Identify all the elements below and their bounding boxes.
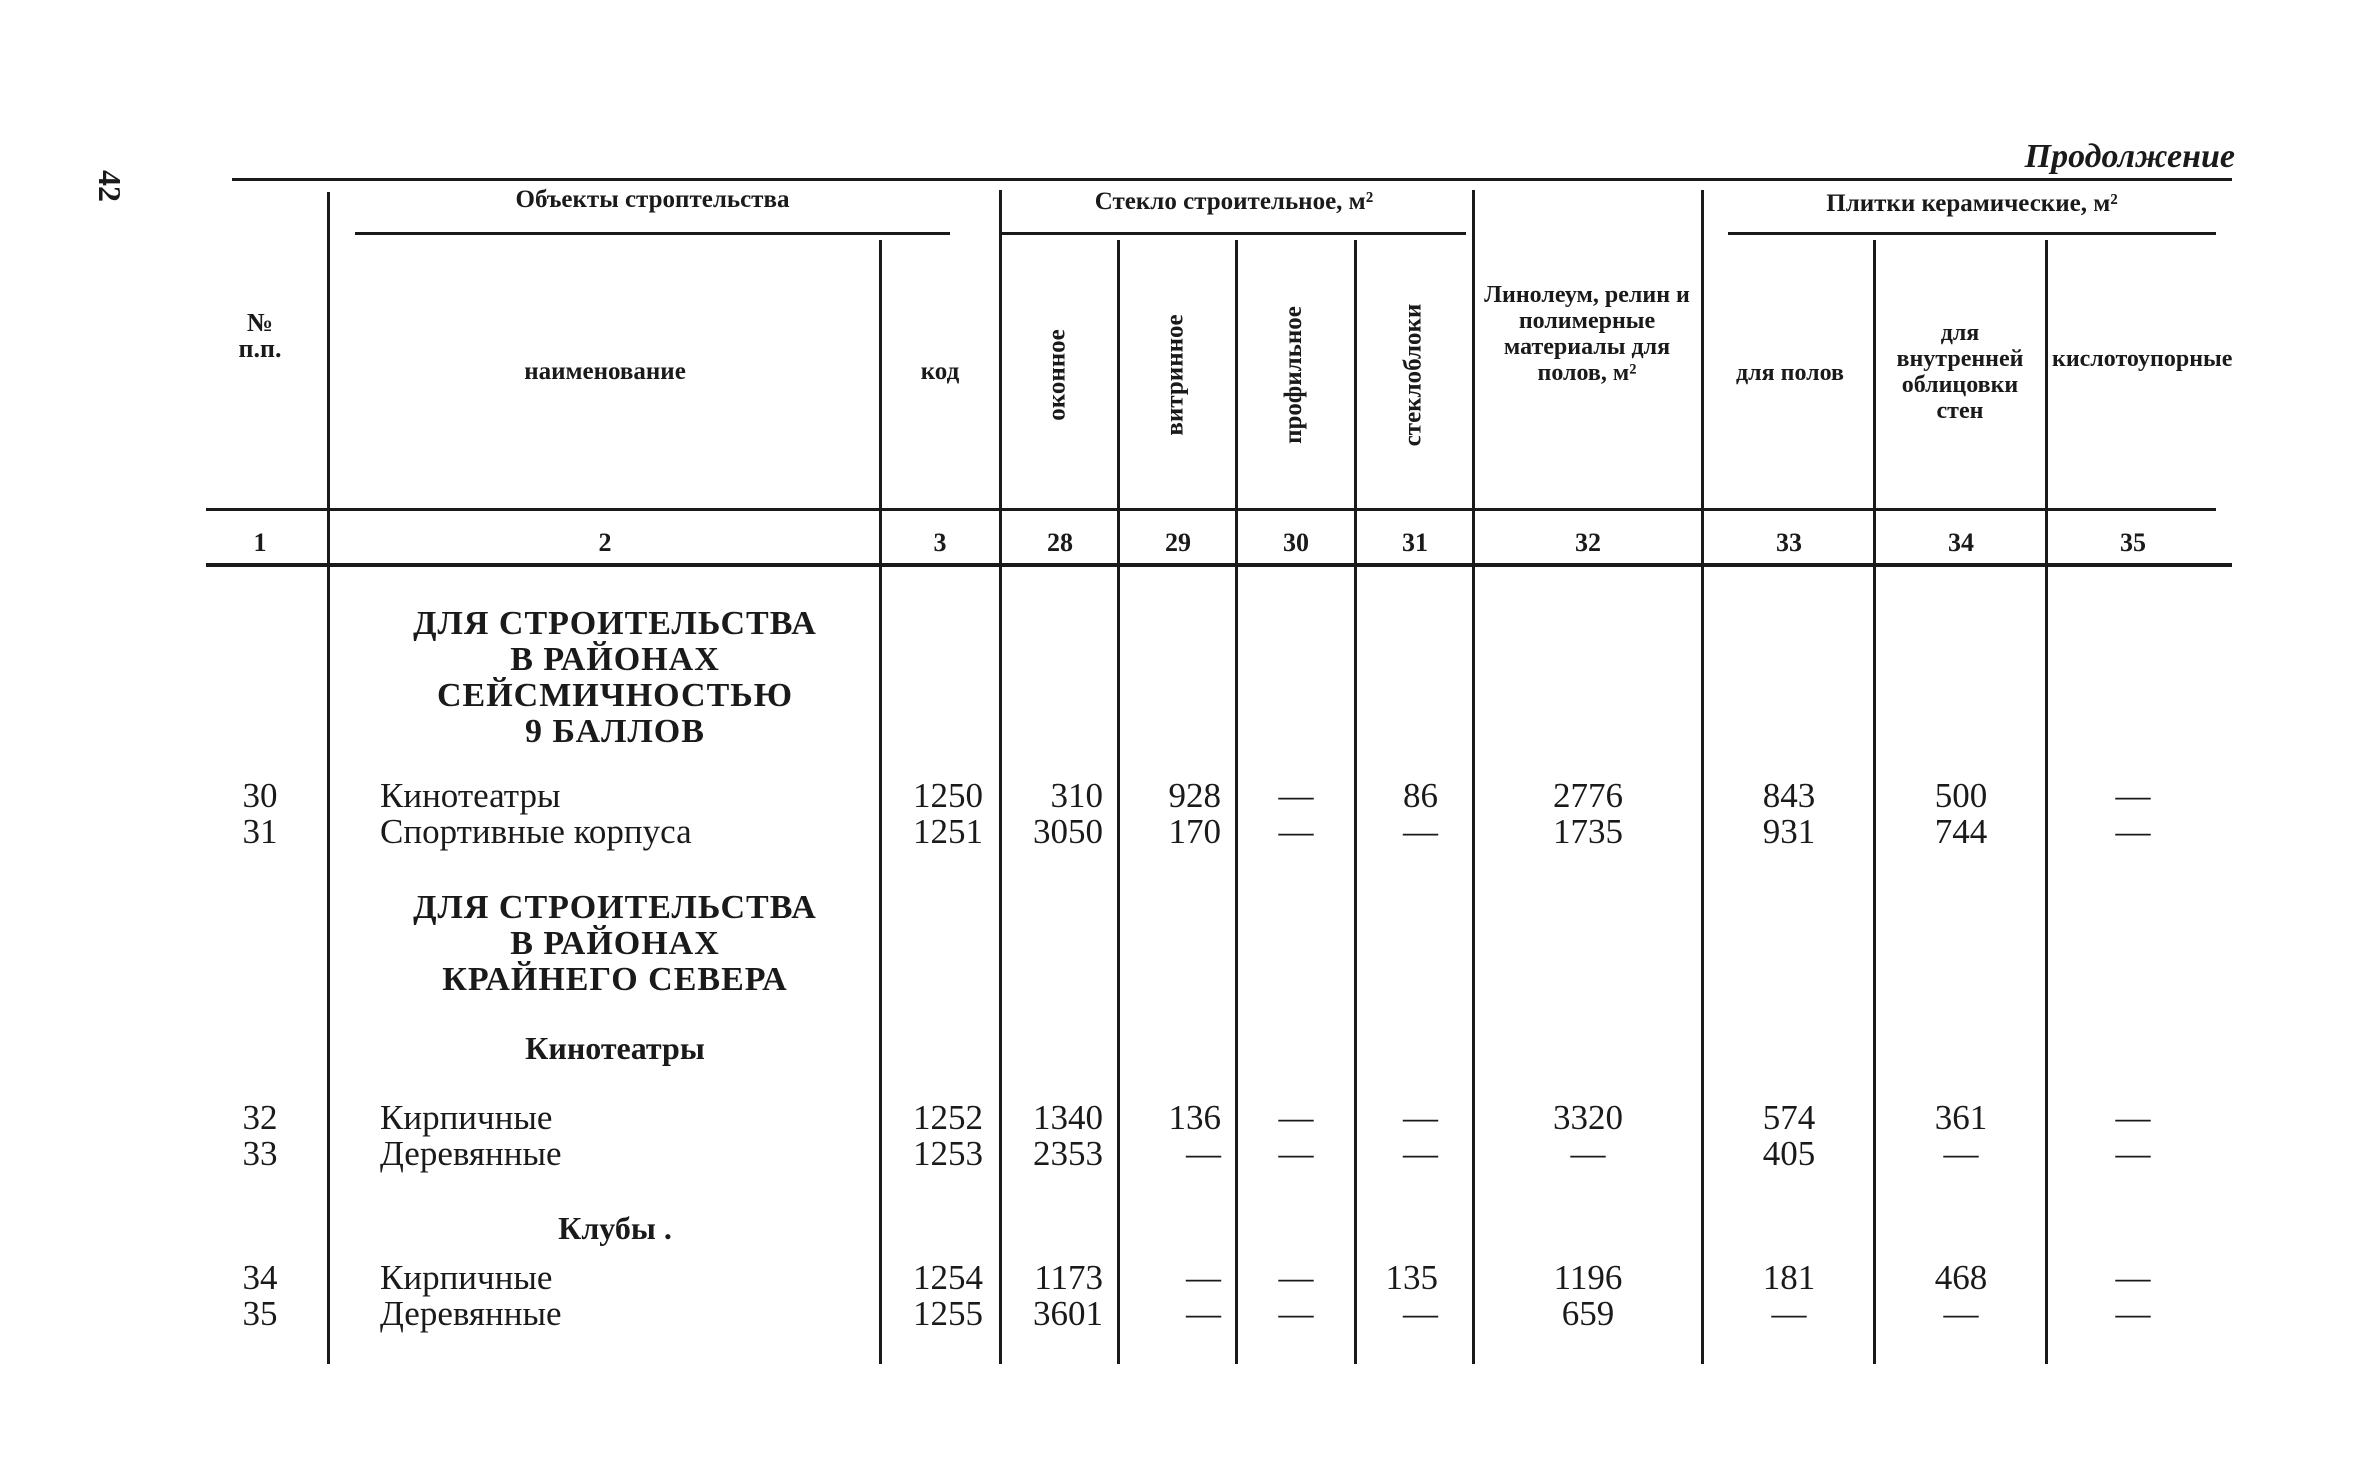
cell-c33: — (1771, 1294, 1807, 1333)
colnum-32: 32 (1575, 528, 1601, 557)
colnum-bottom-rule (206, 563, 2232, 567)
header-glass-shop: витринное (1162, 314, 1189, 436)
cell-c31: — (1403, 812, 1438, 851)
cell-c30: — (1278, 1134, 1314, 1173)
cell-c34: 361 (1934, 1098, 1988, 1137)
continuation-label: Продолжение (2024, 138, 2235, 175)
cell-code: 1252 (913, 1098, 983, 1137)
section-title-north: ДЛЯ СТРОИТЕЛЬСТВА В РАЙОНАХ КРАЙНЕГО СЕВЕРА (413, 889, 817, 998)
vrule-3 (999, 190, 1002, 1364)
cell-c28: 1173 (1034, 1258, 1103, 1297)
cell-c35: — (2115, 1134, 2151, 1173)
cell-c32: 659 (1561, 1294, 1615, 1333)
header-tiles-acid: кислотоупорные (2052, 346, 2233, 372)
subsection-clubs: Клубы . (558, 1210, 672, 1246)
cell-c31: 86 (1403, 776, 1438, 815)
colnum-34: 34 (1948, 528, 1974, 557)
colnum-1: 1 (253, 528, 267, 557)
cell-c33: 574 (1762, 1098, 1816, 1137)
glass-group-rule (1002, 232, 1466, 235)
colnum-3: 3 (933, 528, 947, 557)
section-title-seismic: ДЛЯ СТРОИТЕЛЬСТВА В РАЙОНАХ СЕЙСМИЧНОСТЬЮ 9 БАЛЛОВ (413, 605, 817, 750)
cell-c32: 1196 (1553, 1258, 1623, 1297)
cell-name: Деревянные (380, 1294, 562, 1333)
cell-c32: 1735 (1553, 812, 1623, 851)
colnum-29: 29 (1165, 528, 1191, 557)
header-glass-blocks: стеклоблоки (1399, 303, 1426, 447)
cell-c35: — (2115, 776, 2151, 815)
page-number: 42 (92, 170, 128, 202)
header-glass-group: Стекло строительное, м² (1094, 188, 1374, 215)
cell-code: 1250 (913, 776, 983, 815)
cell-c35: — (2115, 1294, 2151, 1333)
cell-c34: — (1943, 1294, 1979, 1333)
cell-code: 1254 (913, 1258, 983, 1297)
header-tiles-wall: для внутренней облицовки стен (1896, 320, 2024, 424)
cell-c30: — (1278, 812, 1314, 851)
cell-c34: 468 (1934, 1258, 1988, 1297)
cell-c30: — (1278, 1294, 1314, 1333)
cell-c30: — (1278, 776, 1314, 815)
cell-code: 1253 (913, 1134, 983, 1173)
cell-c28: 3050 (1033, 812, 1103, 851)
vrule-2 (879, 240, 882, 1364)
header-code: код (920, 358, 960, 385)
vrule-9 (1873, 240, 1876, 1364)
cell-name: Деревянные (380, 1134, 562, 1173)
cell-c28: 1340 (1033, 1098, 1103, 1137)
cell-c35: — (2115, 812, 2151, 851)
table-top-rule (232, 178, 2232, 181)
colnum-31: 31 (1402, 528, 1428, 557)
cell-c32: — (1570, 1134, 1606, 1173)
cell-c31: — (1403, 1294, 1438, 1333)
cell-c30: — (1278, 1258, 1314, 1297)
objects-group-rule (355, 232, 950, 235)
cell-c29: 136 (1168, 1098, 1221, 1137)
cell-name: Кирпичные (380, 1098, 553, 1137)
header-linoleum: Линолеум, релин и полимерные материалы для полов, м² (1484, 282, 1690, 386)
header-glass-window: оконное (1044, 329, 1072, 421)
cell-c34: — (1943, 1134, 1979, 1173)
cell-n: 34 (242, 1258, 278, 1297)
cell-n: 30 (242, 776, 278, 815)
cell-n: 31 (242, 812, 278, 851)
header-tiles-group: Плитки керамические, м² (1826, 190, 2118, 217)
cell-c35: — (2115, 1258, 2151, 1297)
colnum-2: 2 (598, 528, 612, 557)
header-tiles-floor: для полов (1736, 360, 1844, 386)
colnum-30: 30 (1283, 528, 1309, 557)
cell-c33: 181 (1762, 1258, 1816, 1297)
cell-c29: — (1186, 1134, 1221, 1173)
vrule-6 (1354, 240, 1357, 1364)
cell-name: Спортивные корпуса (380, 812, 692, 851)
colnum-35: 35 (2120, 528, 2146, 557)
cell-c28: 310 (1050, 776, 1103, 815)
vrule-7 (1472, 190, 1475, 1364)
cell-c31: 135 (1385, 1258, 1438, 1297)
vrule-8 (1701, 190, 1704, 1364)
colnum-28: 28 (1047, 528, 1073, 557)
cell-name: Кирпичные (380, 1258, 553, 1297)
cell-c28: 3601 (1033, 1294, 1103, 1333)
vrule-10 (2045, 240, 2048, 1364)
cell-c32: 3320 (1553, 1098, 1623, 1137)
cell-c28: 2353 (1033, 1134, 1103, 1173)
cell-n: 32 (242, 1098, 278, 1137)
cell-c32: 2776 (1553, 776, 1623, 815)
cell-n: 33 (242, 1134, 278, 1173)
cell-c31: — (1403, 1134, 1438, 1173)
colnum-33: 33 (1776, 528, 1802, 557)
cell-c34: 744 (1934, 812, 1988, 851)
header-num: № п.п. (238, 308, 282, 363)
header-objects-group: Объекты строптельства (515, 186, 790, 213)
cell-c34: 500 (1934, 776, 1988, 815)
tiles-group-rule (1728, 232, 2216, 235)
cell-c29: 170 (1168, 812, 1221, 851)
header-glass-profile: профильное (1280, 306, 1308, 444)
header-bottom-rule (206, 508, 2216, 511)
cell-c31: — (1403, 1098, 1438, 1137)
cell-c29: 928 (1168, 776, 1221, 815)
cell-name: Кинотеатры (380, 776, 561, 815)
cell-code: 1251 (913, 812, 983, 851)
cell-n: 35 (242, 1294, 278, 1333)
vrule-4 (1117, 240, 1120, 1364)
cell-c29: — (1186, 1294, 1221, 1333)
vrule-1 (327, 192, 330, 1364)
vrule-5 (1235, 240, 1238, 1364)
cell-c33: 405 (1762, 1134, 1816, 1173)
header-name: наименование (524, 358, 686, 385)
cell-c30: — (1278, 1098, 1314, 1137)
cell-c29: — (1186, 1258, 1221, 1297)
subsection-cinemas: Кинотеатры (525, 1030, 705, 1066)
cell-c33: 843 (1762, 776, 1816, 815)
cell-c33: 931 (1762, 812, 1816, 851)
cell-c35: — (2115, 1098, 2151, 1137)
cell-code: 1255 (913, 1294, 983, 1333)
